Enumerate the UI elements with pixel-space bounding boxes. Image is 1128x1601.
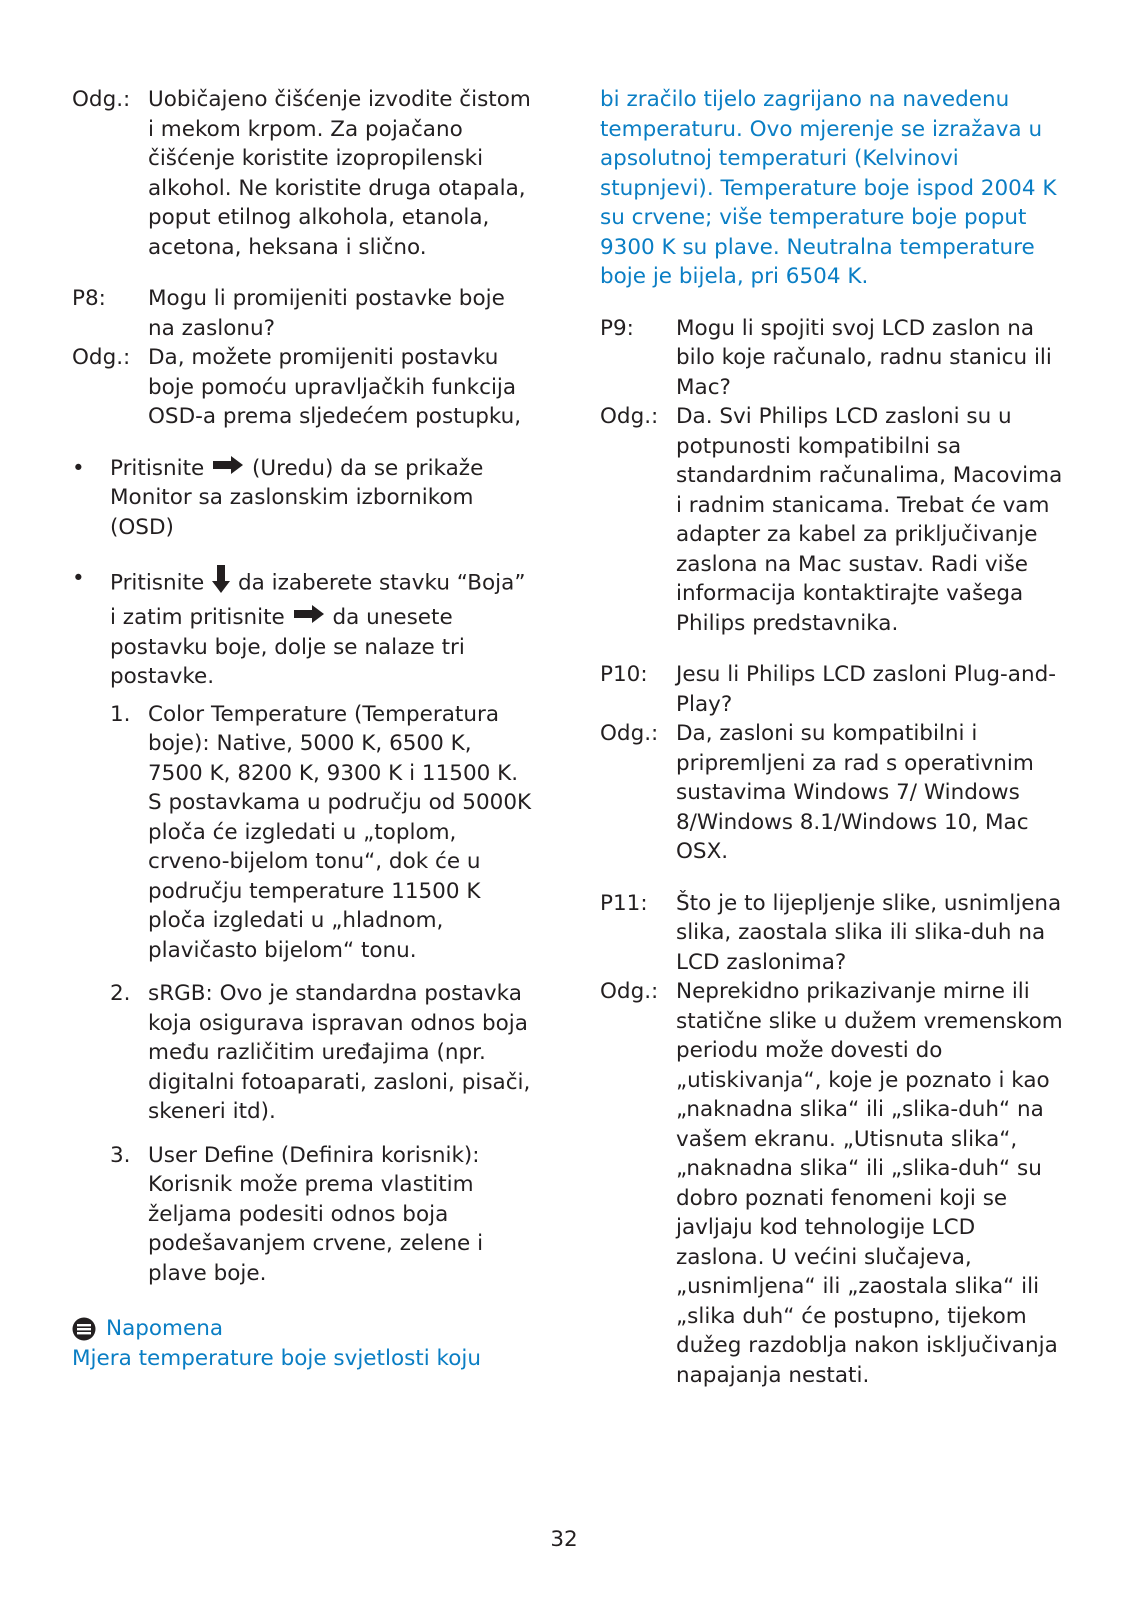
note-icon (72, 1317, 96, 1341)
note-text-continued: bi zračilo tijelo zagrijano na navedenu temperaturu. Ovo mjerenje se izražava u apsolutnoj temperaturi (Kelvinovi stupnjevi). Temperature boje ispod 2004 K su crvene; više temperature boje poput 9300 K su plave. Neutralna temperature boje je bijela, pri 6504 K. (600, 87, 1057, 289)
arrow-right-icon (211, 454, 245, 484)
answer-p8 (72, 343, 532, 432)
answer-p10 (600, 719, 1070, 867)
question-text: Što je to lijepljenje slike, usnimljena slika, zaostala slika ili slika-duh na LCD zaslonima? (676, 890, 1062, 975)
bullet-text-mid: da izaberete stavku “Boja” i zatim pritisnite (110, 570, 526, 630)
answer-label: Odg.: (600, 979, 659, 1004)
bullet-text-pre: Pritisnite (110, 570, 205, 596)
item-text: Color Temperature (Temperatura boje): Native, 5000 K, 6500 K, 7500 K, 8200 K, 9300 K i 11500 K. S postavkama u području od 5000K ploča će izgledati u „toplom, crveno-bijelom tonu“, dok će u području temperature 11500 K ploča izgledati u „hladnom, plavičasto bijelom“ tonu. (148, 701, 532, 963)
page-number: 32 (550, 1527, 578, 1552)
bullet-marker: • (72, 566, 85, 592)
question-label: P9: (600, 315, 634, 341)
answer-label: Odg.: (600, 721, 659, 746)
bullet-text-post: (Uredu) da se prikaže Monitor sa zaslonskim izbornikom (OSD) (110, 455, 484, 540)
answer-p9 (600, 402, 1070, 638)
answer-text: Da, zasloni su kompatibilni i pripremljeni za rad s operativnim sustavima Windows 7/ Windows 8/Windows 8.1/Windows 10, Mac OSX. (676, 721, 1034, 864)
question-p8 (72, 284, 532, 343)
arrow-right-icon (292, 603, 326, 633)
bullet-item-1 (72, 454, 532, 543)
note-heading (72, 1314, 532, 1344)
numbered-item-2 (110, 979, 532, 1127)
item-number: 1. (110, 701, 131, 727)
right-column (600, 85, 1070, 1390)
bullet-item-2 (72, 564, 532, 691)
question-text: Mogu li promijeniti postavke boje na zaslonu? (148, 286, 505, 341)
numbered-item-3 (110, 1141, 532, 1289)
question-p9 (600, 314, 1070, 403)
answer-label: Odg.: (72, 345, 131, 370)
question-text: Jesu li Philips LCD zasloni Plug-and-Play? (676, 662, 1056, 717)
answer-intro (72, 85, 532, 262)
answer-label: Odg.: (72, 87, 131, 112)
question-text: Mogu li spojiti svoj LCD zaslon na bilo koje računalo, radnu stanicu ili Mac? (676, 315, 1052, 400)
item-text: User Define (Definira korisnik): Korisnik može prema vlastitim željama podesiti odnos boja podešavanjem crvene, zelene i plave boje. (148, 1142, 484, 1286)
question-label: P8: (72, 286, 106, 311)
question-p11 (600, 889, 1070, 978)
answer-text: Da, možete promijeniti postavku boje pomoću upravljačkih funkcija OSD-a prema sljedećem postupku, (148, 345, 522, 429)
numbered-item-1 (110, 700, 532, 966)
answer-text: Neprekidno prikazivanje mirne ili statične slike u dužem vremenskom periodu može dovesti do „utiskivanja“, koje je poznato i kao „naknadna slika“ ili „slika-duh“ na vašem ekranu. „Utisnuta slika“, „naknadna slika“ ili „slika-duh“ su dobro poznati fenomeni koji se javljaju kod tehnologije LCD zaslona. U većini slučajeva, „usnimljena“ ili „zaostala slika“ ili „slika duh“ će postupno, tijekom dužeg razdoblja nakon isključivanja napajanja nestati. (676, 979, 1063, 1388)
answer-text: Uobičajeno čišćenje izvodite čistom i mekom krpom. Za pojačano čišćenje koristite izopropilenski alkohol. Ne koristite druga otapala, poput etilnog alkohola, etanola, acetona, heksana i slično. (148, 87, 531, 260)
answer-p11 (600, 977, 1070, 1390)
item-number: 2. (110, 981, 131, 1006)
question-label: P11: (600, 890, 648, 916)
note-text: Mjera temperature boje svjetlosti koju (72, 1345, 481, 1371)
bullet-marker: • (72, 455, 85, 481)
bullet-text-post: da unesete postavku boje, dolje se nalaze tri postavke. (110, 604, 465, 689)
left-column (72, 85, 532, 1373)
item-number: 3. (110, 1142, 131, 1168)
bullet-text-pre: Pritisnite (110, 455, 205, 481)
answer-text: Da. Svi Philips LCD zasloni su u potpunosti kompatibilni sa standardnim računalima, Macovima i radnim stanicama. Trebat će vam adapter za kabel za priključivanje zaslona na Mac sustav. Radi više informacija kontaktirajte vašega Philips predstavnika. (676, 404, 1063, 636)
question-p10 (600, 660, 1070, 719)
question-label: P10: (600, 662, 648, 687)
item-text: sRGB: Ovo je standardna postavka koja osigurava ispravan odnos boja među različitim uređajima (npr. digitalni fotoaparati, zasloni, pisači, skeneri itd). (148, 981, 531, 1124)
note-title: Napomena (106, 1316, 224, 1341)
answer-label: Odg.: (600, 404, 659, 429)
arrow-down-icon (211, 564, 231, 603)
